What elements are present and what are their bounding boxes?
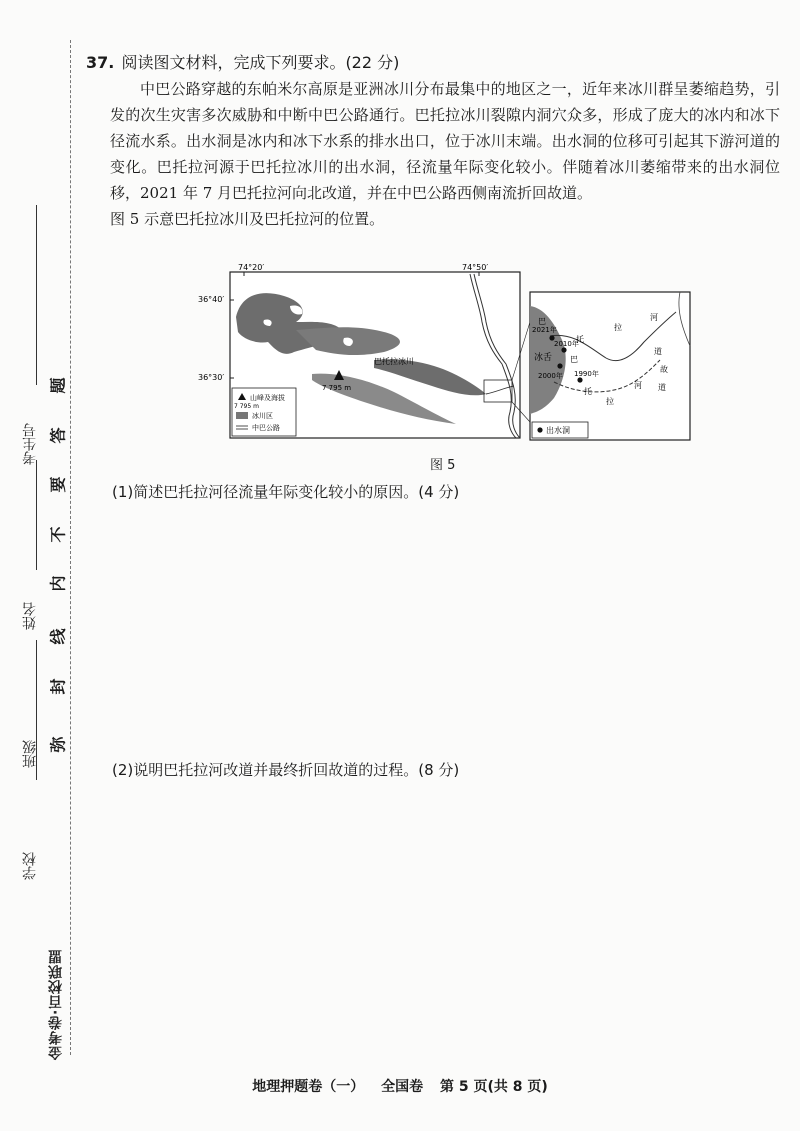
year-1990-label: 1990年 [574,370,599,378]
seal-char-1: 弥 [48,736,68,753]
seal-char-7: 答 [48,427,68,444]
name-field-label: 姓名 [22,602,38,630]
inset-legend-outlet-icon [537,427,542,432]
seal-char-5: 不 [48,526,68,543]
seal-char-4: 内 [48,575,68,592]
old-channel-mark-2: 故 [660,365,668,374]
passage-paragraph-2: 图 5 示意巴托拉冰川及巴托拉河的位置。 [110,210,385,228]
river-char-2: 托 [576,335,584,344]
figure-5-map [198,262,694,442]
footer-scope: 全国卷 [381,1079,424,1095]
legend-road-label: 中巴公路 [252,424,280,432]
union-label: 金考卷·百校联盟 [48,948,64,1060]
old-channel-char-3: 拉 [606,397,614,406]
school-field-label: 学校 [22,852,38,880]
old-channel-char-2: 托 [584,387,592,396]
old-channel-mark-1: 道 [654,347,662,356]
peak-elevation-label: 7 795 m [322,384,352,392]
binding-dashed-line [70,40,71,1055]
question-instruction: 阅读图文材料，完成下列要求。(22 分) [121,53,400,72]
class-field-label: 班级 [22,740,38,768]
old-channel-char-4: 河 [634,381,642,390]
legend-glacier-swatch [236,412,248,419]
student-id-field-line [36,205,37,385]
seal-char-6: 要 [48,476,68,493]
seal-char-3: 线 [48,628,68,645]
old-channel-mark-3: 道 [658,383,666,392]
inset-legend-outlet-label: 出水洞 [546,426,570,435]
river-char-3: 拉 [614,323,622,332]
passage [110,76,780,232]
river-char-4: 河 [650,313,658,322]
legend-glacier-label: 冰川区 [252,412,273,420]
lon-left-label: 74°20′ [238,263,265,272]
year-2021-label: 2021年 [532,326,557,334]
outlet-2000 [557,363,562,368]
passage-paragraph-1: 中巴公路穿越的东帕米尔高原是亚洲冰川分布最集中的地区之一，近年来冰川群呈萎缩趋势，引发的次生灾害多次威胁和中断中巴公路通行。巴托拉冰川裂隙内洞穴众多，形成了庞大的冰内和冰下径流水系。出水洞是冰内和冰下水系的排水出口，位于冰川末端。出水洞的位移可引起其下游河道的变化。巴托拉河源于巴托拉冰川的出水洞，径流量年际变化较小。伴随着冰川萎缩带来的出水洞位移，2021 年 7 月巴托拉河向北改道，并在中巴公路西侧南流折回故道。 [110,80,780,202]
footer-page: 第 5 页(共 8 页) [439,1079,548,1095]
year-2010-label: 2010年 [554,340,579,348]
lat-bottom-label: 36°30′ [198,373,225,382]
student-id-field-label: 考生号 [22,423,38,465]
year-2000-label: 2000年 [538,372,563,380]
old-channel-char-1: 巴 [570,355,578,364]
seal-char-8: 题 [48,377,68,394]
outlet-2010 [561,347,566,352]
lat-top-label: 36°40′ [198,295,225,304]
subquestion-1: (1)简述巴托拉河径流量年际变化较小的原因。(4 分) [112,483,460,501]
glacier-name-label: 巴托拉冰川 [374,357,414,366]
legend-peak-elevation: 7 795 m [234,403,259,410]
figure-caption: 图 5 [430,458,456,473]
river-char-1: 巴 [538,317,546,326]
name-field-line [36,460,37,570]
question-header [86,50,399,73]
subquestion-2: (2)说明巴托拉河改道并最终折回故道的过程。(8 分) [112,761,460,779]
glacier-tongue-label: 冰舌 [534,353,553,363]
outlet-1990 [577,377,582,382]
lon-right-label: 74°50′ [462,263,489,272]
footer-subject: 地理押题卷（一） [252,1079,365,1095]
question-number: 37. [86,53,115,72]
legend-peak-label: 山峰及海拔 [250,394,285,402]
seal-char-2: 封 [48,678,68,695]
page-footer [0,1076,800,1096]
